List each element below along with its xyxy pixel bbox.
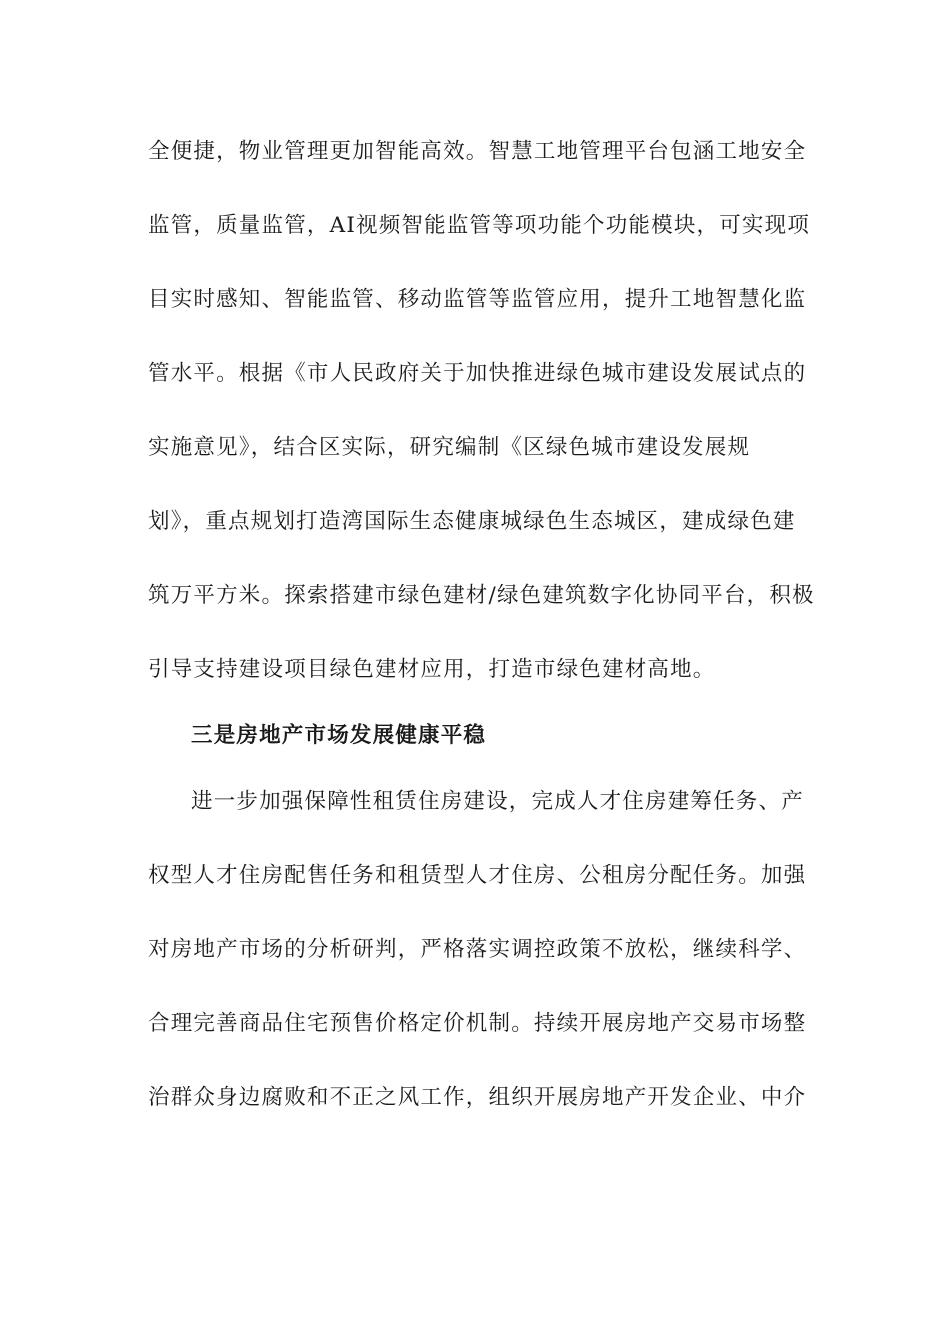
paragraph-line: 筑万平方米。探索搭建市绿色建材/绿色建筑数字化协同平台，积极 [148,583,815,608]
paragraph-line: 目实时感知、智能监管、移动监管等监管应用，提升工地智慧化监 [148,287,807,312]
paragraph-line: 进一步加强保障性租赁住房建设，完成人才住房建筹任务、产 [191,789,804,814]
paragraph-line: 引导支持建设项目绿色建材应用，打造市绿色建材高地。 [148,657,716,682]
paragraph-line: 全便捷，物业管理更加智能高效。智慧工地管理平台包涵工地安全 [148,139,807,164]
paragraph-line: 划》，重点规划打造湾国际生态健康城绿色生态城区，建成绿色建 [148,509,796,534]
paragraph-line: 对房地产市场的分析研判，严格落实调控政策不放松，继续科学、 [148,937,807,962]
paragraph-line: 实施意见》，结合区实际，研究编制《区绿色城市建设发展规 [148,435,751,460]
paragraph-line: 合理完善商品住宅预售价格定价机制。持续开展房地产交易市场整 [148,1011,807,1036]
section-heading: 三是房地产市场发展健康平稳 [191,723,487,748]
paragraph-line: 权型人才住房配售任务和租赁型人才住房、公租房分配任务。加强 [148,863,807,888]
paragraph-line: 监管，质量监管，AI视频智能监管等项功能个功能模块，可实现项 [148,213,811,238]
paragraph-line: 管水平。根据《市人民政府关于加快推进绿色城市建设发展试点的 [148,361,807,386]
paragraph-line: 治群众身边腐败和不正之风工作，组织开展房地产开发企业、中介 [148,1085,807,1110]
